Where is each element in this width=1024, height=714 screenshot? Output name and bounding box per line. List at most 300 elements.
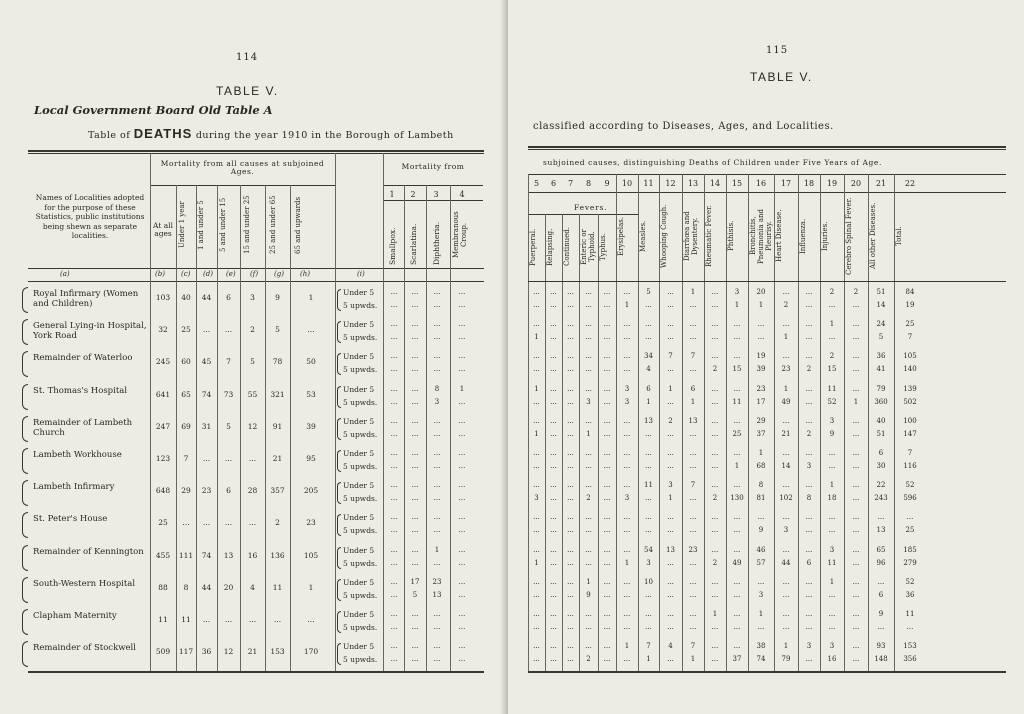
over5-value: ...: [585, 462, 592, 470]
over5-value: 1: [783, 333, 789, 342]
count-u5: ...: [202, 325, 211, 335]
cause-under5-value: ...: [390, 320, 398, 329]
row-brace: [22, 480, 28, 506]
count-u5: ...: [202, 518, 211, 528]
cause-5up-value: ...: [433, 462, 441, 470]
age-brace: [337, 386, 341, 408]
count-u65: 153: [270, 647, 285, 657]
age-5-upwards-label: 5 upwds.: [343, 397, 378, 407]
over5-value: 15: [732, 365, 742, 374]
over5-value: ...: [667, 526, 674, 535]
count-u15: 7: [226, 357, 231, 367]
under5-value: ...: [567, 449, 574, 457]
age-under-5-label: Under 5: [343, 545, 375, 555]
under5-value: ...: [550, 384, 557, 393]
col-rule: [638, 174, 639, 671]
over5-value: ...: [828, 301, 836, 309]
under5-value: ...: [623, 288, 631, 296]
under5-value: ...: [782, 577, 790, 586]
count-u1: 117: [178, 647, 194, 657]
over5-value: ...: [567, 462, 574, 470]
count-u15: 6: [226, 293, 231, 302]
over5-value: 11: [827, 558, 837, 567]
under5-value: 51: [876, 288, 886, 296]
over5-value: ...: [667, 429, 674, 438]
cause-under5-value: ...: [433, 642, 441, 651]
cause-5up-value: ...: [433, 494, 441, 503]
cause-5up-value: ...: [411, 429, 419, 438]
under5-value: ...: [782, 288, 790, 296]
over5-value: 1: [853, 397, 859, 406]
locality-name: Remainder of Stockwell: [33, 643, 136, 654]
age-5-upwards-label: 5 upwds.: [343, 365, 378, 375]
cause-under5-value: ...: [458, 416, 466, 425]
column-number: 8: [585, 179, 592, 188]
age-brace: [337, 321, 341, 343]
cause-5up-value: ...: [433, 333, 441, 342]
over5-value: ...: [782, 623, 790, 631]
col-rule: [290, 185, 291, 672]
count-a: 32: [158, 325, 168, 335]
under5-value: ...: [782, 352, 790, 361]
cause-5up-value: ...: [390, 333, 398, 342]
under5-value: ...: [667, 288, 674, 296]
over5-value: ...: [689, 590, 697, 599]
under5-value: 3: [624, 384, 630, 393]
over5-value: ...: [689, 333, 697, 342]
cause-5up-value: ...: [390, 462, 398, 470]
under5-value: ...: [585, 320, 592, 329]
cause-under5-value: ...: [390, 481, 398, 490]
over5-value: ...: [550, 590, 557, 599]
count-u1: 69: [181, 421, 191, 431]
over5-value: 3: [624, 494, 630, 503]
age-header: 15 and under 25: [243, 195, 251, 255]
cause-5up-value: ...: [458, 494, 466, 503]
under5-value: ...: [645, 610, 652, 618]
over5-value: 3: [758, 590, 764, 599]
col-rule: [894, 174, 895, 671]
under5-value: ...: [550, 513, 557, 522]
over5-value: ...: [733, 333, 741, 342]
under5-value: ...: [733, 545, 741, 554]
letter-e: (e): [226, 270, 236, 278]
over5-value: 1: [534, 429, 539, 438]
locality-name: Clapham Maternity: [33, 611, 117, 621]
age-under-5-label: Under 5: [343, 320, 375, 330]
column-header: Continued.: [563, 227, 571, 267]
column-number: 15: [731, 179, 743, 188]
over5-value: ...: [711, 397, 719, 406]
cause-5up-value: ...: [458, 623, 466, 631]
under5-value: ...: [689, 513, 697, 522]
over5-value: 3: [624, 397, 630, 406]
over5-value: ...: [567, 494, 574, 503]
count-u65: 11: [272, 582, 283, 592]
under5-value: ...: [603, 513, 611, 522]
cause-5up-value: ...: [433, 301, 441, 309]
cause-5up-value: ...: [411, 365, 419, 374]
row-brace: [22, 512, 28, 538]
cause-under5-value: ...: [411, 610, 419, 618]
under5-value: ...: [623, 513, 631, 522]
age-under-5-label: Under 5: [343, 642, 375, 652]
under5-value: ...: [567, 610, 574, 618]
under5-value: 29: [756, 416, 766, 425]
over5-value: 8: [806, 494, 812, 503]
cause-under5-value: ...: [433, 416, 441, 425]
cause-number: 3: [433, 190, 439, 199]
over5-value: 7: [907, 333, 913, 342]
locality-name: Lambeth Infirmary: [33, 482, 115, 493]
row-brace: [22, 609, 28, 635]
over5-value: ...: [667, 655, 674, 664]
cause-under5-value: ...: [458, 513, 466, 522]
under5-value: ...: [533, 352, 540, 361]
under5-value: 11: [644, 481, 653, 490]
under5-value: 3: [734, 288, 740, 296]
under5-value: ...: [603, 577, 611, 586]
over5-value: 279: [903, 558, 917, 567]
under5-value: ...: [567, 352, 574, 361]
over5-value: ...: [667, 365, 674, 374]
cause-under5-value: ...: [433, 352, 441, 361]
under5-value: 79: [876, 384, 886, 393]
count-u25: 3: [250, 293, 255, 302]
over5-value: ...: [623, 526, 631, 535]
locality-name: Remainder of Kennington: [33, 546, 144, 557]
count-up: 95: [306, 454, 316, 463]
over5-value: ...: [733, 623, 741, 631]
over5-value: 9: [758, 526, 764, 535]
cause-5up-value: ...: [433, 558, 441, 567]
over5-value: ...: [667, 397, 674, 406]
cause-5up-value: ...: [433, 526, 441, 535]
under5-value: ...: [805, 384, 813, 393]
col-rule: [726, 174, 727, 671]
over5-value: ...: [533, 301, 540, 309]
column-number: 6: [550, 179, 557, 188]
column-number: 12: [665, 179, 676, 188]
under5-value: ...: [782, 320, 790, 329]
over5-value: 1: [758, 301, 764, 309]
over5-value: 2: [712, 558, 718, 567]
over5-value: ...: [852, 526, 860, 535]
over5-value: ...: [805, 333, 813, 342]
cause-under5-value: ...: [390, 416, 398, 425]
over5-value: ...: [585, 365, 592, 374]
rule: [528, 149, 1006, 150]
cause-header: Membranous Croup.: [452, 211, 468, 259]
over5-value: 21: [781, 429, 791, 438]
rule: [528, 146, 1006, 148]
under5-value: ...: [733, 481, 741, 490]
over5-value: 2: [586, 494, 591, 503]
under5-value: ...: [550, 610, 557, 618]
under5-value: 3: [829, 416, 835, 425]
over5-value: ...: [623, 365, 631, 374]
column-header: Relapsing.: [546, 228, 554, 266]
under5-value: ...: [852, 449, 860, 457]
column-number: 18: [803, 179, 815, 188]
count-u1: 8: [183, 582, 189, 592]
locality-name: St. Thomas's Hospital: [33, 385, 128, 396]
column-number: 7: [567, 179, 574, 188]
over5-value: 74: [756, 655, 766, 664]
cause-under5-value: 1: [434, 545, 440, 554]
over5-value: ...: [550, 333, 557, 342]
over5-value: 6: [806, 558, 812, 567]
under5-value: ...: [623, 416, 631, 425]
over5-value: 1: [646, 397, 651, 406]
cause-5up-value: ...: [390, 365, 398, 374]
cause-under5-value: ...: [411, 320, 419, 329]
table-title-right: TABLE V.: [750, 70, 813, 84]
cause-under5-value: ...: [458, 577, 466, 586]
over5-value: 19: [905, 301, 915, 309]
over5-value: 2: [586, 655, 591, 664]
over5-value: ...: [550, 494, 557, 503]
over5-value: 14: [876, 301, 886, 309]
under5-value: ...: [667, 320, 674, 329]
count-u65: 136: [270, 550, 285, 560]
rule: [28, 150, 484, 152]
under5-value: 10: [644, 577, 653, 586]
column-number: 16: [755, 179, 767, 188]
over5-value: ...: [689, 462, 697, 470]
over5-value: ...: [906, 623, 914, 631]
over5-value: ...: [805, 526, 813, 535]
rule: [28, 153, 484, 154]
over5-value: ...: [805, 590, 813, 599]
over5-value: ...: [805, 301, 813, 309]
under5-value: 1: [783, 642, 789, 651]
under5-value: 1: [758, 610, 764, 618]
cause-5up-value: ...: [411, 333, 419, 342]
under5-value: ...: [782, 449, 790, 457]
over5-value: 148: [874, 655, 888, 664]
count-u1: 60: [181, 357, 191, 367]
age-5-upwards-label: 5 upwds.: [343, 333, 378, 343]
under5-value: 1: [534, 384, 539, 393]
cause-under5-value: ...: [458, 288, 466, 296]
under5-value: ...: [852, 481, 860, 490]
under5-value: ...: [567, 545, 574, 554]
over5-value: 2: [806, 429, 812, 438]
count-u1: 111: [178, 550, 194, 560]
count-u15: 13: [223, 550, 234, 560]
under5-value: ...: [533, 416, 540, 425]
cause-under5-value: ...: [433, 320, 441, 329]
over5-value: 2: [806, 365, 812, 374]
over5-value: ...: [667, 590, 674, 599]
over5-value: 1: [586, 429, 591, 438]
under5-value: ...: [805, 610, 813, 618]
cause-under5-value: ...: [458, 449, 466, 457]
count-u65: ...: [273, 615, 282, 624]
age-brace: [337, 418, 341, 440]
cause-under5-value: ...: [411, 449, 419, 457]
over5-value: ...: [645, 462, 652, 470]
over5-value: ...: [805, 623, 813, 631]
count-u5: 45: [201, 357, 212, 367]
cause-under5-value: ...: [390, 513, 398, 522]
over5-value: 147: [903, 429, 917, 438]
under5-value: ...: [623, 352, 631, 361]
over5-value: ...: [567, 558, 574, 567]
fevers-label: Fevers.: [574, 203, 608, 212]
under5-value: ...: [623, 481, 631, 490]
over5-value: 3: [586, 397, 591, 406]
under5-value: ...: [711, 642, 719, 651]
cause-5up-value: ...: [390, 623, 398, 631]
over5-value: 5: [878, 333, 884, 342]
count-u25: ...: [248, 518, 257, 528]
over5-value: 52: [827, 397, 837, 406]
under5-value: ...: [828, 513, 836, 522]
cause-5up-value: ...: [411, 462, 419, 470]
under5-value: ...: [828, 610, 836, 618]
under5-value: 22: [876, 481, 886, 490]
under5-value: 23: [688, 545, 698, 554]
over5-value: ...: [711, 301, 719, 309]
over5-value: 3: [646, 558, 651, 567]
cause-5up-value: ...: [433, 365, 441, 374]
over5-value: ...: [852, 590, 860, 599]
under5-value: 7: [907, 449, 913, 457]
age-5-upwards-label: 5 upwds.: [343, 558, 378, 568]
age-under-5-label: Under 5: [343, 384, 375, 394]
age-under-5-label: Under 5: [343, 449, 375, 458]
under5-value: 7: [690, 642, 696, 651]
over5-value: 1: [668, 494, 673, 503]
over5-value: ...: [567, 429, 574, 438]
count-up: 53: [306, 389, 316, 399]
under5-value: ...: [805, 449, 813, 457]
cause-under5-value: ...: [411, 642, 419, 651]
over5-value: 596: [903, 494, 917, 503]
count-u5: 74: [201, 550, 212, 560]
count-a: 455: [155, 550, 171, 560]
group-header-right: subjoined causes, distinguishing Deaths of Children under Five Years of Age.: [543, 158, 882, 167]
col-rule: [598, 214, 599, 671]
over5-value: ...: [603, 429, 611, 438]
cause-under5-value: ...: [390, 449, 398, 457]
count-u15: 12: [223, 647, 234, 657]
under5-value: 1: [829, 481, 835, 490]
under5-value: 3: [829, 642, 835, 651]
over5-value: 44: [781, 558, 791, 567]
over5-value: 96: [876, 558, 886, 567]
under5-value: ...: [585, 352, 592, 361]
under5-value: ...: [877, 513, 885, 522]
over5-value: 1: [646, 655, 651, 664]
cause-under5-value: ...: [458, 545, 466, 554]
over5-value: 2: [712, 494, 718, 503]
table-caption-right: classified according to Diseases, Ages, and Localities.: [533, 121, 834, 132]
under5-value: ...: [852, 352, 860, 361]
count-u5: 44: [201, 293, 212, 302]
age-under-5-label: Under 5: [343, 481, 375, 491]
under5-value: ...: [733, 320, 741, 329]
under5-value: ...: [877, 577, 885, 586]
under5-value: 25: [905, 320, 915, 329]
group-header-all-causes: Mortality from all causes at subjoined Ages.: [160, 159, 325, 176]
over5-value: ...: [645, 301, 652, 309]
column-number: 17: [780, 179, 792, 188]
under5-value: ...: [782, 545, 790, 554]
under5-value: ...: [733, 610, 741, 618]
under5-value: 105: [903, 352, 917, 361]
cause-5up-value: ...: [433, 655, 441, 664]
under5-value: ...: [711, 288, 719, 296]
age-under-5-label: Under 5: [343, 577, 375, 587]
count-u5: 31: [201, 421, 212, 431]
over5-value: ...: [585, 558, 592, 567]
cause-header: Scarlatina.: [409, 223, 418, 265]
under5-value: ...: [711, 320, 719, 329]
over5-value: 6: [878, 590, 884, 599]
rule: [28, 281, 484, 282]
cause-under5-value: ...: [390, 545, 398, 554]
under5-value: 3: [829, 545, 835, 554]
row-brace: [22, 287, 28, 313]
rule: [528, 192, 1006, 193]
locality-name: South-Western Hospital: [33, 578, 136, 589]
under5-value: ...: [733, 642, 741, 651]
under5-value: 13: [644, 416, 653, 425]
over5-value: ...: [603, 623, 611, 631]
over5-value: 36: [905, 590, 915, 599]
over5-value: 502: [903, 397, 917, 406]
table-subtitle: Local Government Board Old Table A: [34, 103, 273, 117]
under5-value: ...: [805, 481, 813, 490]
over5-value: 2: [783, 301, 789, 309]
cause-under5-value: ...: [433, 513, 441, 522]
under5-value: ...: [585, 481, 592, 490]
over5-value: ...: [689, 623, 697, 631]
count-up: 23: [306, 518, 316, 528]
count-a: 509: [155, 647, 171, 657]
cause-under5-value: ...: [411, 288, 419, 296]
count-u25: ...: [248, 615, 257, 624]
under5-value: ...: [733, 416, 741, 425]
age-header: 65 and upwards: [294, 196, 302, 254]
under5-value: 139: [903, 384, 917, 393]
under5-value: ...: [550, 545, 557, 554]
over5-value: ...: [550, 429, 557, 438]
rule: [528, 174, 1006, 175]
over5-value: ...: [603, 397, 611, 406]
under5-value: ...: [603, 416, 611, 425]
under5-value: ...: [550, 352, 557, 361]
under5-value: ...: [805, 320, 813, 329]
under5-value: ...: [585, 384, 592, 393]
over5-value: 243: [874, 494, 888, 503]
age-brace: [337, 611, 341, 633]
count-u5: 74: [201, 389, 212, 399]
column-number: 10: [621, 179, 633, 188]
under5-value: ...: [667, 449, 674, 457]
under5-value: ...: [689, 320, 697, 329]
under5-value: ...: [667, 513, 674, 522]
under5-value: 1: [668, 384, 673, 393]
column-header: Whooping Cough.: [660, 204, 668, 268]
under5-value: ...: [711, 577, 719, 586]
over5-value: 51: [876, 429, 886, 438]
under5-value: ...: [733, 352, 741, 361]
under5-value: ...: [550, 577, 557, 586]
